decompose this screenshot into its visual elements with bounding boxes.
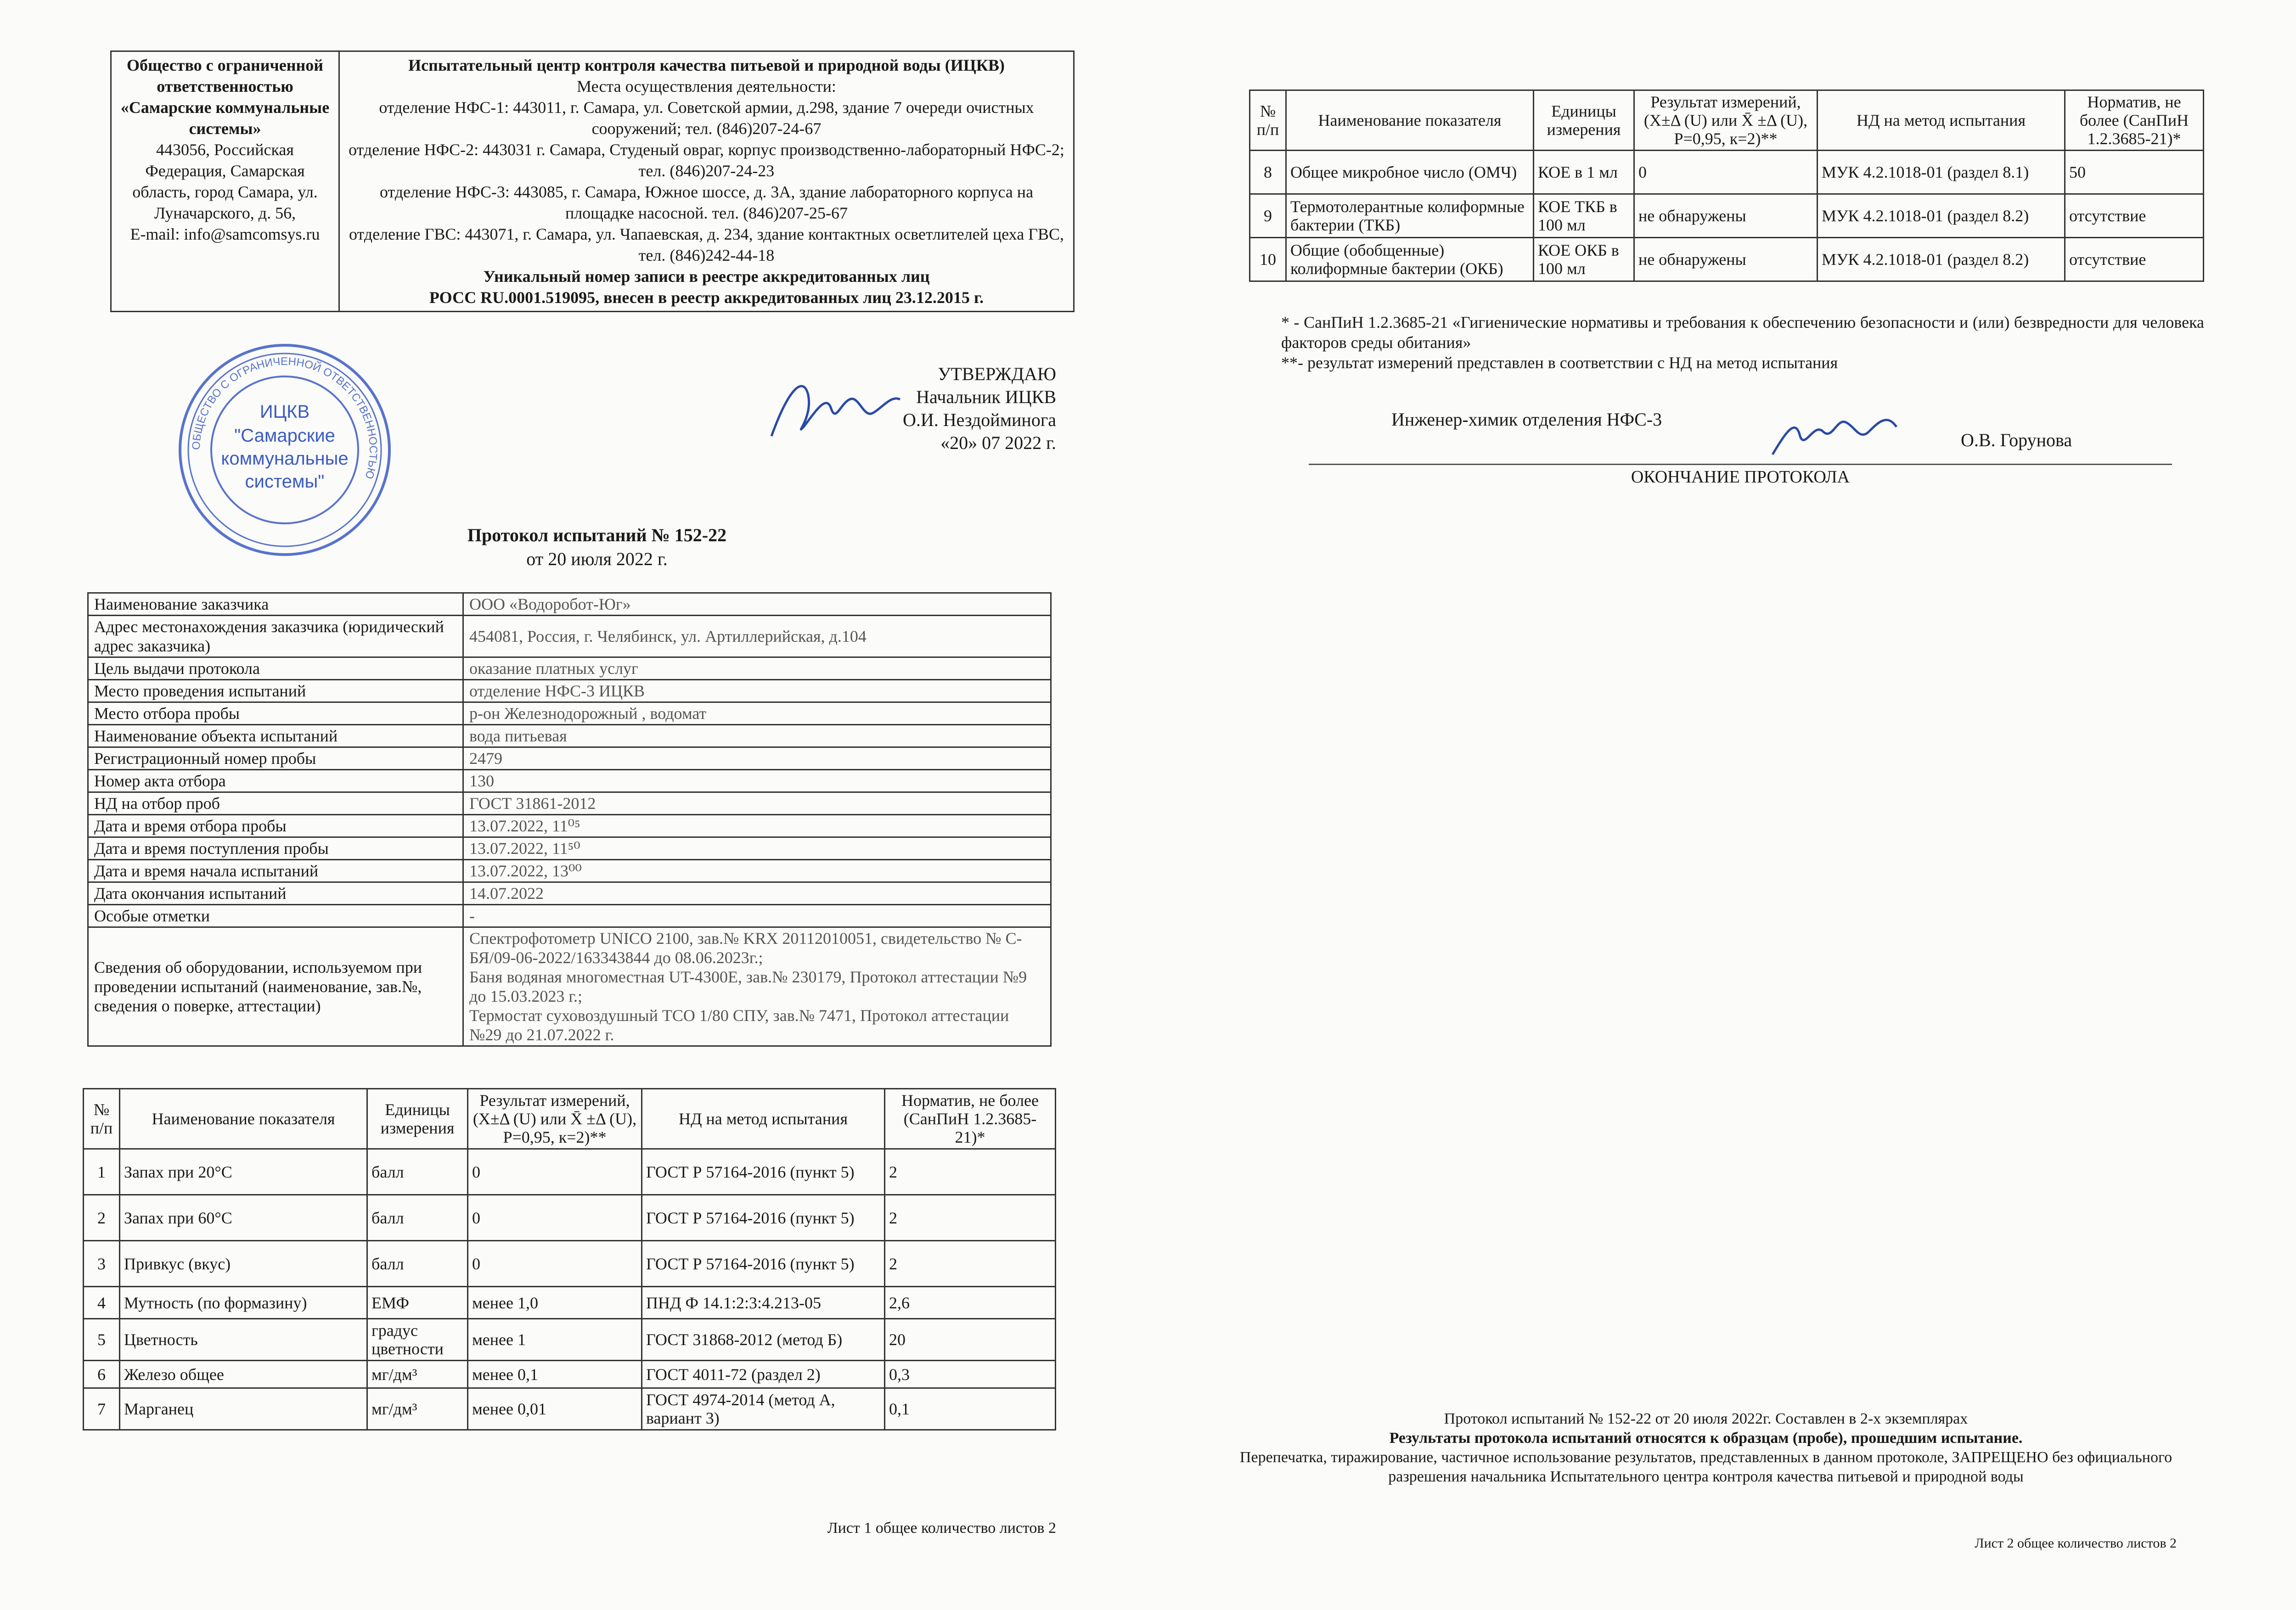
signer-position: Инженер-химик отделения НФС-3 xyxy=(1391,409,1662,430)
result-row xyxy=(84,1241,1056,1287)
stamp-line-2: "Самарские xyxy=(234,426,335,446)
result-method: МУК 4.2.1018-01 (раздел 8.1) xyxy=(1818,151,2065,194)
col-result-2: Результат измерений, (X±Δ (U) или X̄ ±Δ (U), P=0,95, к=2)** xyxy=(1634,90,1818,151)
stamp-ring-text: ОБЩЕСТВО С ОГРАНИЧЕННОЙ ОТВЕТСТВЕННОСТЬЮ xyxy=(190,355,380,481)
info-row xyxy=(88,770,1051,792)
info-row xyxy=(88,882,1051,905)
result-name: Мутность (по формазину) xyxy=(120,1287,367,1319)
footer-line-3: Перепечатка, тиражирование, частичное использование результатов, представленных в данном протоколе, ЗАПРЕЩЕНО без официального разрешения начальника Испытательного центра контроля качества питьевой и природной воды xyxy=(1239,1449,2172,1485)
dept-3: отделение НФС-3: 443085, г. Самара, Южное шоссе, д. 3А, здание лабораторного корпуса на площадке насосной. тел. (846)207-25-67 xyxy=(379,183,1034,222)
col-method-2: НД на метод испытания xyxy=(1818,90,2065,151)
equipment-value xyxy=(463,927,1051,1046)
info-key: Регистрационный номер пробы xyxy=(88,747,463,770)
result-name: Запах при 60°С xyxy=(120,1195,367,1241)
col-norm-2: Норматив, не более (СанПиН 1.2.3685-21)* xyxy=(2065,90,2204,151)
result-unit: балл xyxy=(367,1241,468,1287)
info-value: ГОСТ 31861-2012 xyxy=(463,792,1051,815)
approve-date: «20» 07 2022 г. xyxy=(940,432,1056,453)
result-unit: мг/дм³ xyxy=(367,1388,468,1430)
info-row xyxy=(88,725,1051,747)
footer-line-1: Протокол испытаний № 152-22 от 20 июля 2022г. Составлен в 2-х экземплярах xyxy=(1444,1410,1968,1427)
results-table-page2 xyxy=(1249,90,2204,282)
result-result: 0 xyxy=(468,1195,642,1241)
result-row xyxy=(1250,151,2204,194)
protocol-title-main: Протокол испытаний № 152-22 xyxy=(467,525,727,545)
result-norm: 2 xyxy=(885,1241,1056,1287)
protocol-title-date: от 20 июля 2022 г. xyxy=(526,549,668,569)
org-address: 443056, Российская Федерация, Самарская область, город Самара, ул. Луначарского, д. 56, xyxy=(132,140,318,222)
result-result: менее 0,01 xyxy=(468,1388,642,1430)
sample-info-body xyxy=(88,593,1051,927)
result-n: 5 xyxy=(84,1319,120,1361)
result-norm: 20 xyxy=(885,1319,1056,1361)
approve-name: О.И. Нездойминога xyxy=(902,410,1056,430)
result-name: Общее микробное число (ОМЧ) xyxy=(1286,151,1534,194)
result-n: 4 xyxy=(84,1287,120,1319)
result-result: 0 xyxy=(1634,151,1818,194)
info-value: - xyxy=(463,905,1051,927)
col-name: Наименование показателя xyxy=(120,1089,367,1149)
result-unit: балл xyxy=(367,1195,468,1241)
info-value: вода питьевая xyxy=(463,725,1051,747)
result-n: 6 xyxy=(84,1361,120,1388)
result-n: 1 xyxy=(84,1149,120,1195)
signer-name: О.В. Горунова xyxy=(1961,430,2072,450)
info-key: Место проведения испытаний xyxy=(88,680,463,702)
result-unit: КОЕ в 1 мл xyxy=(1534,151,1634,194)
dept-4: отделение ГВС: 443071, г. Самара, ул. Чапаевская, д. 234, здание контактных осветлителей цеха ГВС, тел. (846)242-44-18 xyxy=(349,225,1064,264)
dept-2: отделение НФС-2: 443031 г. Самара, Студеный овраг, корпус производственно-лабораторный НФС-2; тел. (846)207-24-23 xyxy=(349,140,1064,180)
protocol-footer xyxy=(1235,1409,2177,1487)
equipment-key: Сведения об оборудовании, используемом при проведении испытаний (наименование, зав.№, сведения о поверке, аттестации) xyxy=(88,927,463,1046)
result-n: 2 xyxy=(84,1195,120,1241)
dept-1: отделение НФС-1: 443011, г. Самара, ул. Советской армии, д.298, здание 7 очереди очистных сооружений; тел. (846)207-24-67 xyxy=(379,98,1034,138)
center-name: Испытательный центр контроля качества питьевой и природной воды (ИЦКВ) xyxy=(408,56,1005,74)
info-row xyxy=(88,657,1051,680)
org-email: E-mail: info@samcomsys.ru xyxy=(130,225,320,243)
registry-line-2: РОСС RU.0001.519095, внесен в реестр аккредитованных лиц 23.12.2015 г. xyxy=(429,288,984,307)
result-unit: КОЕ ТКБ в 100 мл xyxy=(1534,194,1634,238)
info-row xyxy=(88,905,1051,927)
result-name: Марганец xyxy=(120,1388,367,1430)
info-key: Дата и время начала испытаний xyxy=(88,860,463,882)
info-key: НД на отбор проб xyxy=(88,792,463,815)
equipment-line-3: Термостат суховоздушный ТСО 1/80 СПУ, зав.№ 7471, Протокол аттестации №29 до 21.07.2022 г. xyxy=(469,1006,1009,1044)
result-row xyxy=(84,1287,1056,1319)
info-value: 130 xyxy=(463,770,1051,792)
info-row xyxy=(88,837,1051,860)
col-result: Результат измерений, (X±Δ (U) или X̄ ±Δ (U), P=0,95, к=2)** xyxy=(468,1089,642,1149)
result-norm: 2 xyxy=(885,1149,1056,1195)
result-method: ГОСТ Р 57164-2016 (пункт 5) xyxy=(642,1195,885,1241)
result-method: МУК 4.2.1018-01 (раздел 8.2) xyxy=(1818,194,2065,238)
result-name: Термотолерантные колиформные бактерии (ТКБ) xyxy=(1286,194,1534,238)
results-header-row xyxy=(84,1089,1056,1149)
info-row xyxy=(88,792,1051,815)
info-row xyxy=(88,747,1051,770)
result-result: не обнаружены xyxy=(1634,194,1818,238)
info-key: Дата и время поступления пробы xyxy=(88,837,463,860)
result-name: Железо общее xyxy=(120,1361,367,1388)
result-method: ГОСТ 31868-2012 (метод Б) xyxy=(642,1319,885,1361)
result-name: Запах при 20°С xyxy=(120,1149,367,1195)
footer-line-2: Результаты протокола испытаний относятся к образцам (пробе), прошедшим испытание. xyxy=(1389,1430,2023,1447)
result-unit: ЕМФ xyxy=(367,1287,468,1319)
info-row xyxy=(88,616,1051,657)
stamp-line-3: коммунальные xyxy=(221,449,349,469)
info-key: Адрес местонахождения заказчика (юридический адрес заказчика) xyxy=(88,616,463,657)
organization-stamp xyxy=(174,340,395,560)
info-value: 13.07.2022, 11⁰⁵ xyxy=(463,815,1051,837)
result-result: не обнаружены xyxy=(1634,238,1818,281)
info-key: Цель выдачи протокола xyxy=(88,657,463,680)
info-row xyxy=(88,680,1051,702)
places-title: Места осуществления деятельности: xyxy=(577,77,836,95)
col-unit-2: Единицы измерения xyxy=(1534,90,1634,151)
note-2: **- результат измерений представлен в соответствии с НД на метод испытания xyxy=(1281,353,1838,372)
registry-line-1: Уникальный номер записи в реестре аккредитованных лиц xyxy=(483,267,930,286)
result-norm: 0,1 xyxy=(885,1388,1056,1430)
result-row xyxy=(84,1149,1056,1195)
note-1: * - СанПиН 1.2.3685-21 «Гигиенические нормативы и требования к обеспечению безопасности и (или) безвредности для человека факторов среды обитания» xyxy=(1281,313,2204,352)
col-unit: Единицы измерения xyxy=(367,1089,468,1149)
org-name: Общество с ограниченной ответственностью «Самарские коммунальные системы» xyxy=(120,56,330,138)
result-method: МУК 4.2.1018-01 (раздел 8.2) xyxy=(1818,238,2065,281)
info-value: р-он Железнодорожный , водомат xyxy=(463,702,1051,725)
result-n: 8 xyxy=(1250,151,1286,194)
result-norm: 50 xyxy=(2065,151,2204,194)
result-norm: 0,3 xyxy=(885,1361,1056,1388)
approve-position: Начальник ИЦКВ xyxy=(916,387,1056,407)
info-value: 454081, Россия, г. Челябинск, ул. Артиллерийская, д.104 xyxy=(463,616,1051,657)
approve-word: УТВЕРЖДАЮ xyxy=(938,364,1056,384)
info-row xyxy=(88,815,1051,837)
stamp-line-4: системы" xyxy=(245,471,325,492)
result-unit: балл xyxy=(367,1149,468,1195)
result-method: ПНД Ф 14.1:2:3:4.213-05 xyxy=(642,1287,885,1319)
info-row xyxy=(88,860,1051,882)
result-row xyxy=(84,1361,1056,1388)
info-key: Место отбора пробы xyxy=(88,702,463,725)
center-info-cell xyxy=(339,51,1074,312)
result-n: 7 xyxy=(84,1388,120,1430)
protocol-end: ОКОНЧАНИЕ ПРОТОКОЛА xyxy=(1309,464,2172,487)
info-value: 13.07.2022, 13⁰⁰ xyxy=(463,860,1051,882)
col-num: № п/п xyxy=(84,1089,120,1149)
col-num-2: № п/п xyxy=(1250,90,1286,151)
equipment-line-2: Баня водяная многоместная UT-4300E, зав.№ 230179, Протокол аттестации №9 до 15.03.2023 г.; xyxy=(469,968,1027,1005)
info-row xyxy=(88,702,1051,725)
sample-info-table xyxy=(87,592,1052,1047)
equipment-line-1: Спектрофотометр UNICO 2100, зав.№ KRX 20112010051, свидетельство № С-БЯ/09-06-2022/163343844 до 08.06.2023г.; xyxy=(469,929,1022,967)
col-method: НД на метод испытания xyxy=(642,1089,885,1149)
result-result: 0 xyxy=(468,1149,642,1195)
result-row xyxy=(1250,238,2204,281)
info-key: Наименование заказчика xyxy=(88,593,463,616)
info-row xyxy=(88,593,1051,616)
result-method: ГОСТ 4974-2014 (метод А, вариант 3) xyxy=(642,1388,885,1430)
notes xyxy=(1281,312,2204,373)
result-result: менее 1 xyxy=(468,1319,642,1361)
result-norm: 2,6 xyxy=(885,1287,1056,1319)
result-norm: отсутствие xyxy=(2065,238,2204,281)
org-info-cell xyxy=(111,51,339,312)
result-result: менее 0,1 xyxy=(468,1361,642,1388)
sheet-1-footer: Лист 1 общее количество листов 2 xyxy=(827,1520,1056,1537)
result-row xyxy=(84,1319,1056,1361)
info-value: 2479 xyxy=(463,747,1051,770)
results-body-page1 xyxy=(84,1149,1056,1430)
info-value: 14.07.2022 xyxy=(463,882,1051,905)
info-value: отделение НФС-3 ИЦКВ xyxy=(463,680,1051,702)
result-method: ГОСТ 4011-72 (раздел 2) xyxy=(642,1361,885,1388)
director-signature xyxy=(762,367,909,450)
result-n: 3 xyxy=(84,1241,120,1287)
info-key: Дата окончания испытаний xyxy=(88,882,463,905)
col-name-2: Наименование показателя xyxy=(1286,90,1534,151)
result-result: менее 1,0 xyxy=(468,1287,642,1319)
result-name: Привкус (вкус) xyxy=(120,1241,367,1287)
result-row xyxy=(84,1195,1056,1241)
result-unit: мг/дм³ xyxy=(367,1361,468,1388)
protocol-title xyxy=(367,523,827,571)
info-value: 13.07.2022, 11⁵⁰ xyxy=(463,837,1051,860)
results-body-page2 xyxy=(1250,151,2204,281)
result-name: Общие (обобщенные) колиформные бактерии (ОКБ) xyxy=(1286,238,1534,281)
result-norm: 2 xyxy=(885,1195,1056,1241)
engineer-signature xyxy=(1768,404,1906,464)
result-name: Цветность xyxy=(120,1319,367,1361)
info-value: оказание платных услуг xyxy=(463,657,1051,680)
sheet-2-footer: Лист 2 общее количество листов 2 xyxy=(1975,1536,2177,1551)
result-method: ГОСТ Р 57164-2016 (пункт 5) xyxy=(642,1241,885,1287)
result-n: 9 xyxy=(1250,194,1286,238)
result-result: 0 xyxy=(468,1241,642,1287)
result-n: 10 xyxy=(1250,238,1286,281)
stamp-line-1: ИЦКВ xyxy=(259,402,310,422)
info-key: Номер акта отбора xyxy=(88,770,463,792)
results-header-row-2 xyxy=(1250,90,2204,151)
info-value: ООО «Водоробот-Юг» xyxy=(463,593,1051,616)
result-row xyxy=(84,1388,1056,1430)
result-unit: КОЕ ОКБ в 100 мл xyxy=(1534,238,1634,281)
equipment-row xyxy=(88,927,1051,1046)
info-key: Наименование объекта испытаний xyxy=(88,725,463,747)
result-norm: отсутствие xyxy=(2065,194,2204,238)
info-key: Особые отметки xyxy=(88,905,463,927)
result-unit: градус цветности xyxy=(367,1319,468,1361)
col-norm: Норматив, не более (СанПиН 1.2.3685-21)* xyxy=(885,1089,1056,1149)
header-table xyxy=(110,50,1075,312)
result-row xyxy=(1250,194,2204,238)
results-table-page1 xyxy=(83,1088,1056,1430)
info-key: Дата и время отбора пробы xyxy=(88,815,463,837)
result-method: ГОСТ Р 57164-2016 (пункт 5) xyxy=(642,1149,885,1195)
